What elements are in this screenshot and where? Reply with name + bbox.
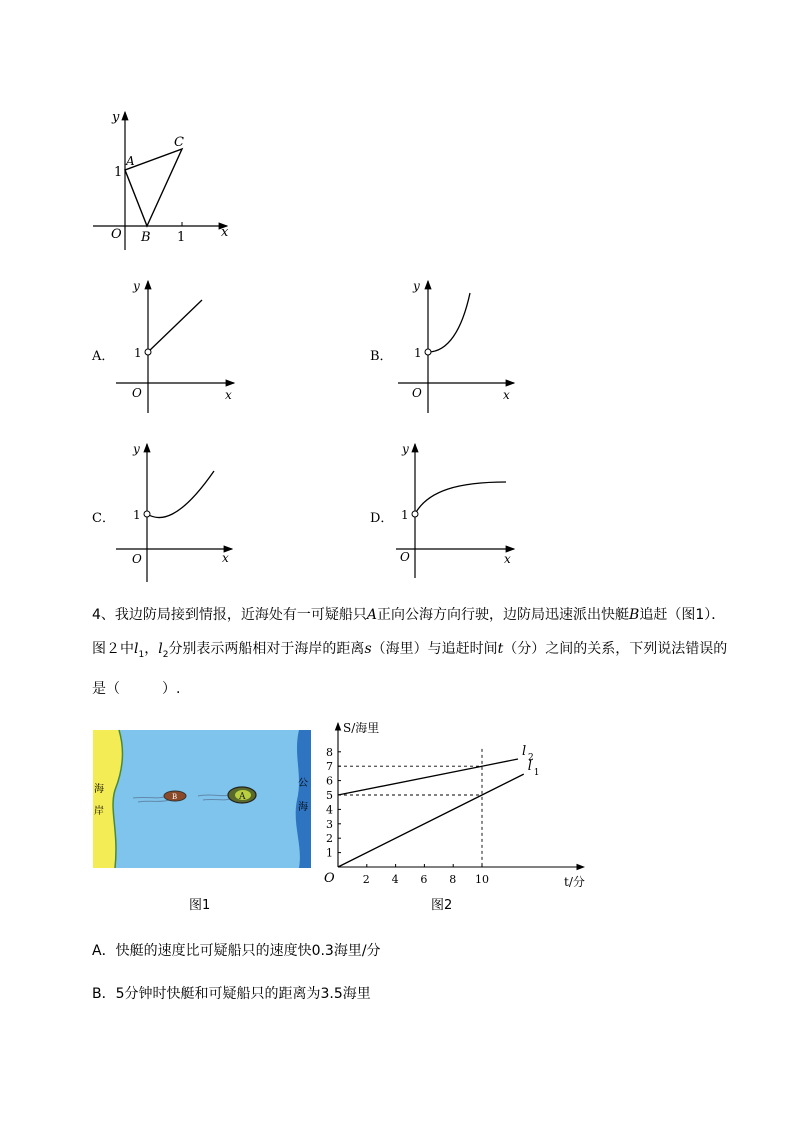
svg-text:海: 海 bbox=[298, 802, 308, 813]
figure-2-chart bbox=[310, 715, 600, 895]
series-label-sub: 2 bbox=[528, 753, 534, 763]
series-label: l bbox=[522, 744, 527, 759]
x-tick-label: 4 bbox=[391, 873, 399, 886]
svg-text:O: O bbox=[132, 552, 142, 566]
svg-text:岸: 岸 bbox=[94, 806, 104, 817]
svg-text:O: O bbox=[400, 550, 410, 564]
option-c-graph bbox=[110, 438, 240, 583]
svg-text:y: y bbox=[133, 442, 140, 456]
option-a-curve bbox=[148, 300, 202, 352]
open-point bbox=[145, 349, 151, 355]
series-label: l bbox=[527, 759, 532, 775]
y-tick-label: 7 bbox=[326, 760, 333, 774]
sea-label: 公 bbox=[298, 778, 308, 789]
y-tick-label: 3 bbox=[326, 817, 333, 831]
svg-text:y: y bbox=[133, 279, 140, 293]
y-tick-label: 5 bbox=[326, 789, 333, 802]
option-b-graph bbox=[390, 275, 520, 415]
option-d-curve bbox=[415, 482, 506, 514]
svg-text:x: x bbox=[222, 551, 229, 565]
svg-text:1: 1 bbox=[401, 508, 409, 522]
option-b-label: B． bbox=[370, 349, 393, 364]
open-point bbox=[412, 511, 418, 517]
series-line-l1 bbox=[338, 774, 524, 867]
svg-text:x: x bbox=[503, 388, 510, 402]
question-4-text: 4、我边防局接到情报，近海处有一可疑船只A正向公海方向行驶，边防局迅速派出快艇B追赶（图1）．图２中$l_1$，$l_2$分别表示两船相对于海岸的距离s（海里）与追赶时间t（分）之间的关系，下列说法错误的是（ ）. bbox=[92, 607, 728, 697]
svg-text:x: x bbox=[225, 388, 232, 402]
y-tick-label: 1 bbox=[326, 846, 333, 860]
x-tick-label: 6 bbox=[420, 873, 428, 886]
option-c-label: C． bbox=[92, 511, 115, 526]
option-b-curve bbox=[428, 293, 470, 352]
figure-2-caption: 图2 bbox=[431, 898, 453, 913]
svg-text:B: B bbox=[172, 793, 178, 801]
origin-label: O bbox=[111, 227, 122, 242]
tick-x-1: 1 bbox=[177, 230, 186, 245]
triangle-figure bbox=[85, 100, 245, 260]
y-tick-label: 6 bbox=[326, 774, 333, 788]
open-point bbox=[425, 349, 431, 355]
svg-text:y: y bbox=[402, 442, 409, 456]
chart-ylabel: S/海里 bbox=[343, 721, 380, 735]
x-tick-label: 8 bbox=[449, 873, 457, 886]
point-a-label: A bbox=[126, 154, 135, 168]
open-point bbox=[144, 511, 150, 517]
svg-text:1: 1 bbox=[134, 346, 142, 360]
svg-text:O: O bbox=[412, 386, 422, 400]
answer-a: A．快艇的速度比可疑船只的速度快0.3海里/分 bbox=[92, 943, 381, 959]
option-c-curve bbox=[147, 471, 214, 518]
option-a-label: A． bbox=[92, 349, 115, 364]
y-tick-label: 2 bbox=[326, 832, 333, 846]
series-line-l2 bbox=[338, 759, 518, 795]
y-tick-label: 8 bbox=[326, 745, 333, 759]
svg-text:O: O bbox=[132, 386, 142, 400]
tick-y-1: 1 bbox=[114, 165, 123, 180]
point-b-label: B bbox=[141, 230, 151, 245]
option-a-graph bbox=[110, 275, 240, 415]
series-label-sub: 1 bbox=[533, 768, 540, 779]
y-tick-label: 4 bbox=[326, 803, 333, 817]
answer-b: B．5分钟时快艇和可疑船只的距离为3.5海里 bbox=[92, 986, 371, 1002]
axis-y-label: y bbox=[112, 110, 120, 125]
option-d-label: D． bbox=[370, 511, 394, 526]
x-tick-label: 2 bbox=[362, 873, 370, 886]
svg-text:1: 1 bbox=[133, 508, 141, 522]
point-c-label: C bbox=[174, 135, 184, 150]
svg-text:y: y bbox=[413, 279, 420, 293]
figure-1-illustration bbox=[93, 730, 311, 868]
option-d-graph bbox=[390, 438, 520, 578]
svg-text:1: 1 bbox=[414, 346, 422, 360]
figure-1-caption: 图1 bbox=[189, 898, 211, 913]
svg-text:x: x bbox=[504, 552, 511, 566]
shore-label: 海 bbox=[94, 784, 104, 795]
svg-text:A: A bbox=[239, 792, 246, 802]
axis-x-label: x bbox=[221, 225, 229, 240]
chart-origin: O bbox=[324, 871, 335, 886]
x-tick-label: 10 bbox=[475, 873, 489, 886]
chart-xlabel: t/分 bbox=[564, 875, 585, 889]
